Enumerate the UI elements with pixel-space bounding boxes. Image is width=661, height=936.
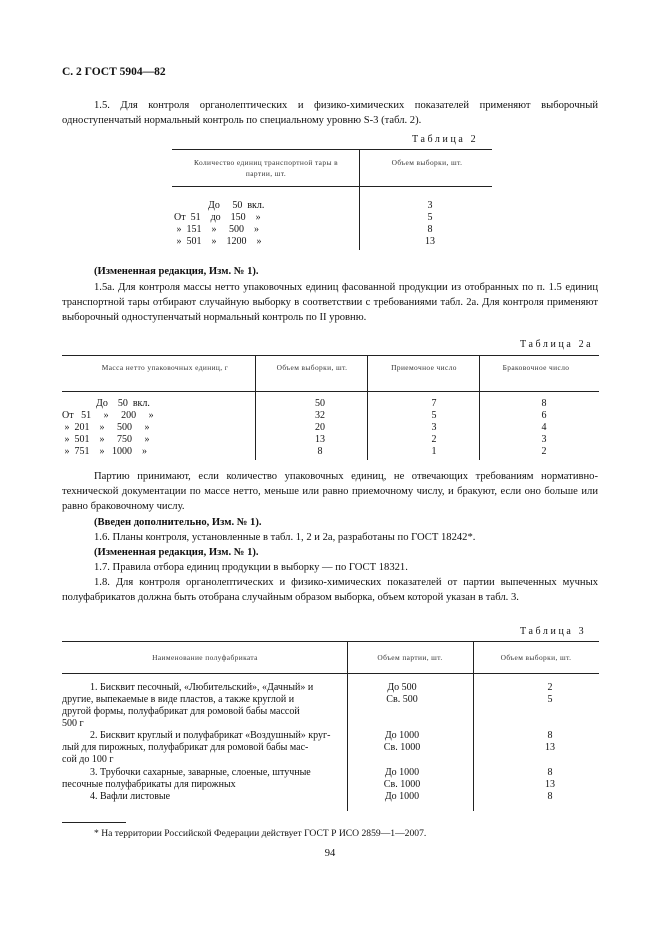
paragraph-acceptance: Партию принимают, если количество упаковочных единиц, не отвечающих требованиям нормативно-технической документации по массе нетто, меньше или равно приемочному числу, и бракуют, если оно больше или равно браковочному числу. [62, 471, 598, 512]
table3-sample: 13 [545, 779, 555, 790]
table2a-row-n: 20 [315, 422, 325, 433]
added-note-1: (Введен дополнительно, Изм. № 1). [94, 517, 262, 528]
table3-item-line: 2. Бисквит круглый и полуфабрикат «Воздушный» круг- [90, 730, 331, 741]
table3-sample: 8 [547, 767, 553, 778]
page-header: С. 2 ГОСТ 5904—82 [62, 66, 166, 78]
table2a-row-acc: 3 [431, 422, 437, 433]
table2a-row-rej: 8 [541, 398, 547, 409]
table2a-row-acc: 5 [431, 410, 437, 421]
table2a-row-rej: 6 [541, 410, 547, 421]
table3-vrule-1 [347, 641, 348, 811]
table2-row-range: » 501 » 1200 » [174, 236, 262, 247]
table2-row-n: 8 [427, 224, 433, 235]
table2a-row-n: 13 [315, 434, 325, 445]
table3-sample: 8 [547, 730, 553, 741]
footnote-rule [62, 822, 126, 823]
table2-row-n: 3 [427, 200, 433, 211]
table3-item [62, 730, 340, 766]
table2-vrule [359, 149, 360, 250]
page-number: 94 [324, 848, 336, 859]
table3-item-line: другие, выпекаемые в виде пластов, а также круглой и [62, 694, 295, 705]
edit-note-2: (Измененная редакция, Изм. № 1). [94, 547, 259, 558]
table3-item [62, 791, 340, 803]
table2-row-range: До 50 вкл. [208, 200, 265, 211]
table3-top-rule [62, 641, 599, 642]
table3-item [62, 767, 340, 791]
table2a-row-range: » 201 » 500 » [62, 422, 150, 433]
table3-lot: До 500 [387, 682, 417, 693]
table2-top-rule [172, 149, 492, 150]
table2a-head-rejection: Браковочное число [502, 363, 570, 372]
table3-item-line: 500 г [62, 718, 84, 729]
table3-head-lot: Объем партии, шт. [377, 653, 443, 662]
table2a-row-range: До 50 вкл. [96, 398, 150, 409]
table3-sample: 2 [547, 682, 553, 693]
table3-item-line: 4. Вафли листовые [90, 791, 171, 802]
table3-head-name: Наименование полуфабриката [152, 653, 258, 662]
table2a-top-rule [62, 355, 599, 356]
table3-lot: До 1000 [384, 730, 420, 741]
table2a-row-acc: 7 [431, 398, 437, 409]
table2a-row-n: 32 [315, 410, 325, 421]
table2a-vrule-2 [367, 355, 368, 460]
edit-note-1: (Измененная редакция, Изм. № 1). [94, 266, 259, 277]
table3-item-line: лый для пирожных, полуфабрикат для ромовой бабы мас- [62, 742, 309, 753]
table3-vrule-2 [473, 641, 474, 811]
table2-row-n: 5 [427, 212, 433, 223]
table2-head-rule [172, 186, 492, 187]
table3-head-rule [62, 673, 599, 674]
paragraph-1-8: 1.8. Для контроля органолептических и физико-химических показателей от партии выпеченных мучных полуфабрикатов должна быть отобрана случайным образом выборка, объем которой указан в табл. 3. [62, 577, 598, 603]
paragraph-1-6: 1.6. Планы контроля, установленные в табл. 1, 2 и 2а, разработаны по ГОСТ 18242*. [94, 532, 476, 543]
footnote: * На территории Российской Федерации действует ГОСТ Р ИСО 2859—1—2007. [94, 828, 427, 839]
table2a-row-rej: 2 [541, 446, 547, 457]
table2a-vrule-1 [255, 355, 256, 460]
table3-item-line: другой формы, полуфабрикат для ромовой бабы массой [62, 706, 300, 717]
table3-item-line: песочные полуфабрикаты для пирожных [62, 779, 236, 790]
table2-head-sample: Объем выборки, шт. [391, 158, 463, 167]
table3-lot: До 1000 [384, 767, 420, 778]
table3-sample: 5 [547, 694, 553, 705]
table3-lot: Св. 1000 [383, 779, 421, 790]
table2a-head-sample: Объем выборки, шт. [276, 363, 348, 372]
table2-head-quantity: Количество единиц транспортной тары в партии, шт. [194, 158, 338, 178]
table3-sample: 8 [547, 791, 553, 802]
table2a-row-acc: 1 [431, 446, 437, 457]
table3-lot: До 1000 [384, 791, 420, 802]
table2a-row-range: От 51 » 200 » [62, 410, 154, 421]
table3-label: Таблица 3 [520, 626, 587, 637]
table2a-row-acc: 2 [431, 434, 437, 445]
table2-row-range: От 51 до 150 » [174, 212, 261, 223]
table2-label: Таблица 2 [412, 134, 479, 145]
table3-lot: Св. 1000 [383, 742, 421, 753]
paragraph-1-7: 1.7. Правила отбора единиц продукции в выборку — по ГОСТ 18321. [94, 562, 408, 573]
table3-lot: Св. 500 [386, 694, 418, 705]
table2a-head-rule [62, 391, 599, 392]
table3-item [62, 682, 340, 730]
table2a-head-mass: Масса нетто упаковочных единиц, г [101, 363, 229, 372]
paragraph-1-5: 1.5. Для контроля органолептических и физико-химических показателей применяют выборочный одноступенчатый нормальный контроль по специальному уровню S-3 (табл. 2). [62, 100, 598, 126]
table2a-vrule-3 [479, 355, 480, 460]
table3-item-line: 3. Трубочки сахарные, заварные, слоеные, штучные [90, 767, 311, 778]
table2a-head-acceptance: Приемочное число [391, 363, 457, 372]
table2a-row-range: » 751 » 1000 » [62, 446, 147, 457]
paragraph-1-5a: 1.5а. Для контроля массы нетто упаковочных единиц фасованной продукции из отобранных по п. 1.5 единиц транспортной тары отбирают случайную выборку в соответствии с требованиями табл. 2а. Для контроля применяют выборочный одноступенчатый нормальный контроль по II уровню. [62, 282, 598, 323]
table2a-row-n: 50 [315, 398, 325, 409]
table3-item-line: сой до 100 г [62, 754, 114, 765]
table2a-row-rej: 3 [541, 434, 547, 445]
table3-head-sample: Объем выборки, шт. [500, 653, 572, 662]
table2-row-range: » 151 » 500 » [174, 224, 259, 235]
table2a-row-range: » 501 » 750 » [62, 434, 150, 445]
table3-item-line: 1. Бисквит песочный, «Любительский», «Дачный» и [90, 682, 314, 693]
table2-row-n: 13 [425, 236, 435, 247]
table3-sample: 13 [545, 742, 555, 753]
table2a-label: Таблица 2а [520, 339, 594, 350]
table2a-row-n: 8 [317, 446, 323, 457]
table2a-row-rej: 4 [541, 422, 547, 433]
